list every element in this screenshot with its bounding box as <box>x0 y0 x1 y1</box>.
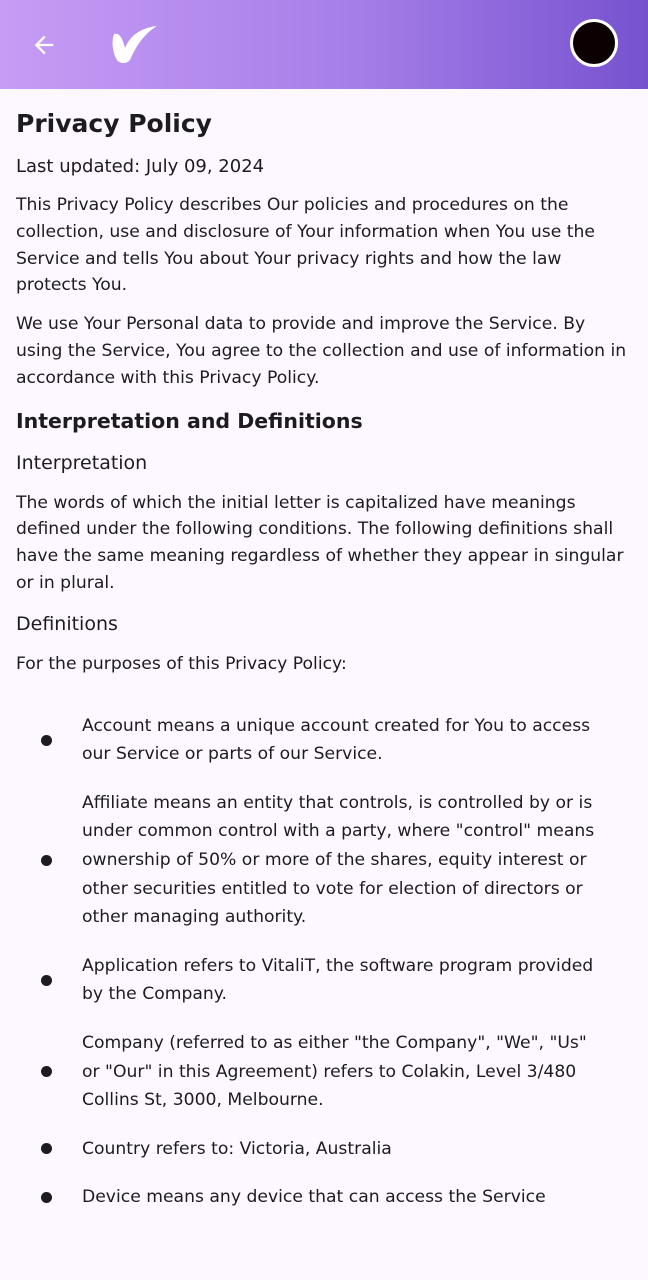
privacy-policy-content <box>16 104 632 1222</box>
section-heading: Interpretation and Definitions <box>16 408 363 433</box>
checkmark-logo-icon <box>108 22 160 66</box>
back-button[interactable] <box>24 25 64 65</box>
app-bar <box>0 0 648 89</box>
intro-paragraph-1: This Privacy Policy describes Our policies and procedures on the collection, use and disclosure of Your information when You use the Service and tells You about Your privacy rights and how the law protects You. <box>16 195 595 296</box>
list-item <box>16 942 632 1019</box>
bullet-icon <box>41 1143 52 1154</box>
last-updated-text: Last updated: July 09, 2024 <box>16 156 265 177</box>
list-item <box>16 779 632 942</box>
list-item <box>16 1019 632 1125</box>
definition-text: Country refers to: Victoria, Australia <box>82 1138 392 1159</box>
arrow-back-icon <box>30 31 58 59</box>
intro-paragraph-2: We use Your Personal data to provide and improve the Service. By using the Service, You agree to the collection and use of information in accordance with this Privacy Policy. <box>16 314 627 388</box>
profile-avatar[interactable] <box>570 19 618 67</box>
definition-text: Company (referred to as either "the Company", "We", "Us" or "Our" in this Agreement) refers to Colakin, Level 3/480 Collins St, 3000, Melbourne. <box>82 1032 587 1111</box>
interpretation-paragraph: The words of which the initial letter is capitalized have meanings defined under the following conditions. The following definitions shall have the same meaning regardless of whether they appear in singular or in plural. <box>16 492 624 593</box>
bullet-icon <box>41 855 52 866</box>
definition-text: Device means any device that can access the Service <box>82 1187 546 1208</box>
definition-text: Account means a unique account created for You to access our Service or parts of our Service. <box>82 715 591 765</box>
definition-text: Application refers to VitaliT, the software program provided by the Company. <box>82 955 594 1005</box>
bullet-icon <box>41 1192 52 1203</box>
bullet-icon <box>41 1066 52 1077</box>
list-item <box>16 702 632 779</box>
definitions-heading: Definitions <box>16 612 118 635</box>
list-item <box>16 1125 632 1174</box>
definitions-intro: For the purposes of this Privacy Policy: <box>16 653 347 674</box>
bullet-icon <box>41 735 52 746</box>
definition-text: Affiliate means an entity that controls, is controlled by or is under common control with a party, where "control" means ownership of 50% or more of the shares, equity interest or other securities entitled to vote for election of directors or other managing authority. <box>82 792 595 928</box>
list-item <box>16 1173 632 1222</box>
page-title: Privacy Policy <box>16 109 212 138</box>
interpretation-heading: Interpretation <box>16 451 148 474</box>
bullet-icon <box>41 975 52 986</box>
definitions-list <box>16 702 632 1222</box>
